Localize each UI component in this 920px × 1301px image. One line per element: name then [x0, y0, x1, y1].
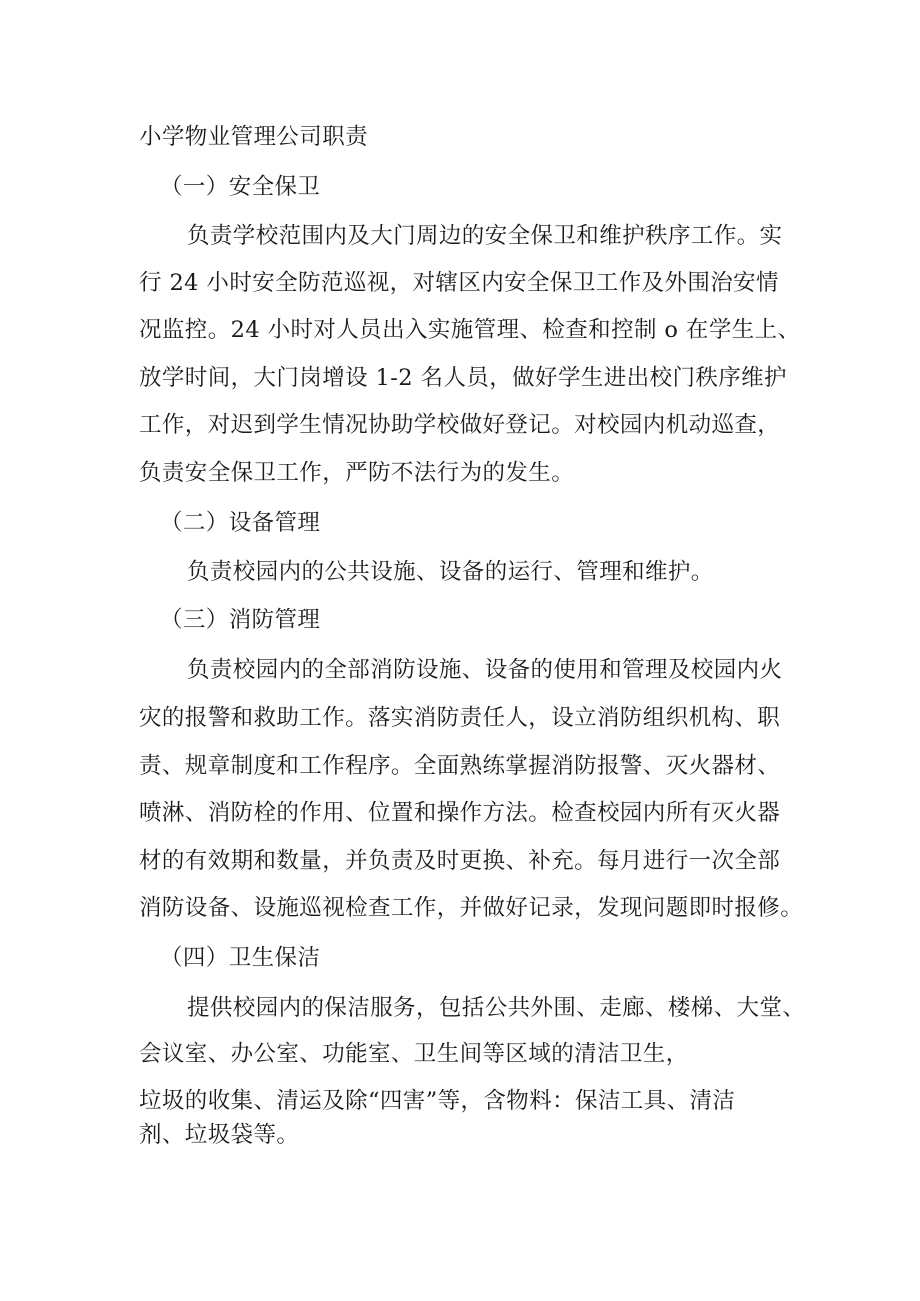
- paragraph-line: 况监控。24 小时对人员出入实施管理、检查和控制 o 在学生上、: [139, 317, 801, 343]
- paragraph-line: 消防设备、设施巡视检查工作，并做好记录，发现问题即时报修。: [139, 895, 804, 921]
- paragraph-line: 负责校园内的公共设施、设备的运行、管理和维护。: [187, 559, 714, 585]
- paragraph-line: 工作，对迟到学生情况协助学校做好登记。对校园内机动巡查，: [139, 412, 781, 438]
- paragraph-line: 负责安全保卫工作，严防不法行为的发生。: [139, 460, 575, 486]
- paragraph-line: 剂、垃圾袋等。: [139, 1122, 300, 1148]
- paragraph-line: 责、规章制度和工作程序。全面熟练掌握消防报警、灭火器材、: [139, 753, 781, 779]
- paragraph-line: 喷淋、消防栓的作用、位置和操作方法。检查校园内所有灭火器: [139, 800, 781, 826]
- paragraph-line: 材的有效期和数量，并负责及时更换、补充。每月进行一次全部: [139, 848, 781, 874]
- paragraph-line: 负责校园内的全部消防设施、设备的使用和管理及校园内火: [187, 657, 783, 683]
- section-heading-security: （一）安全保卫: [160, 174, 321, 200]
- paragraph-line: 垃圾的收集、清运及除“四害”等，含物料：保洁工具、清洁: [139, 1088, 736, 1114]
- section-heading-equipment: （二）设备管理: [160, 510, 321, 536]
- paragraph-line: 提供校园内的保洁服务，包括公共外围、走廊、楼梯、大堂、: [187, 995, 806, 1021]
- section-heading-fire-safety: （三）消防管理: [160, 607, 321, 633]
- paragraph-line: 灾的报警和救助工作。落实消防责任人，设立消防组织机构、职: [139, 705, 781, 731]
- paragraph-line: 放学时间，大门岗增设 1-2 名人员，做好学生进出校门秩序维护: [139, 365, 787, 391]
- paragraph-line: 会议室、办公室、功能室、卫生间等区域的清洁卫生，: [139, 1041, 689, 1067]
- paragraph-line: 行 24 小时安全防范巡视，对辖区内安全保卫工作及外围治安情: [139, 270, 779, 296]
- paragraph-line: 负责学校范围内及大门周边的安全保卫和维护秩序工作。实: [187, 223, 783, 249]
- document-title: 小学物业管理公司职责: [139, 124, 369, 150]
- section-heading-cleaning: （四）卫生保洁: [160, 945, 321, 971]
